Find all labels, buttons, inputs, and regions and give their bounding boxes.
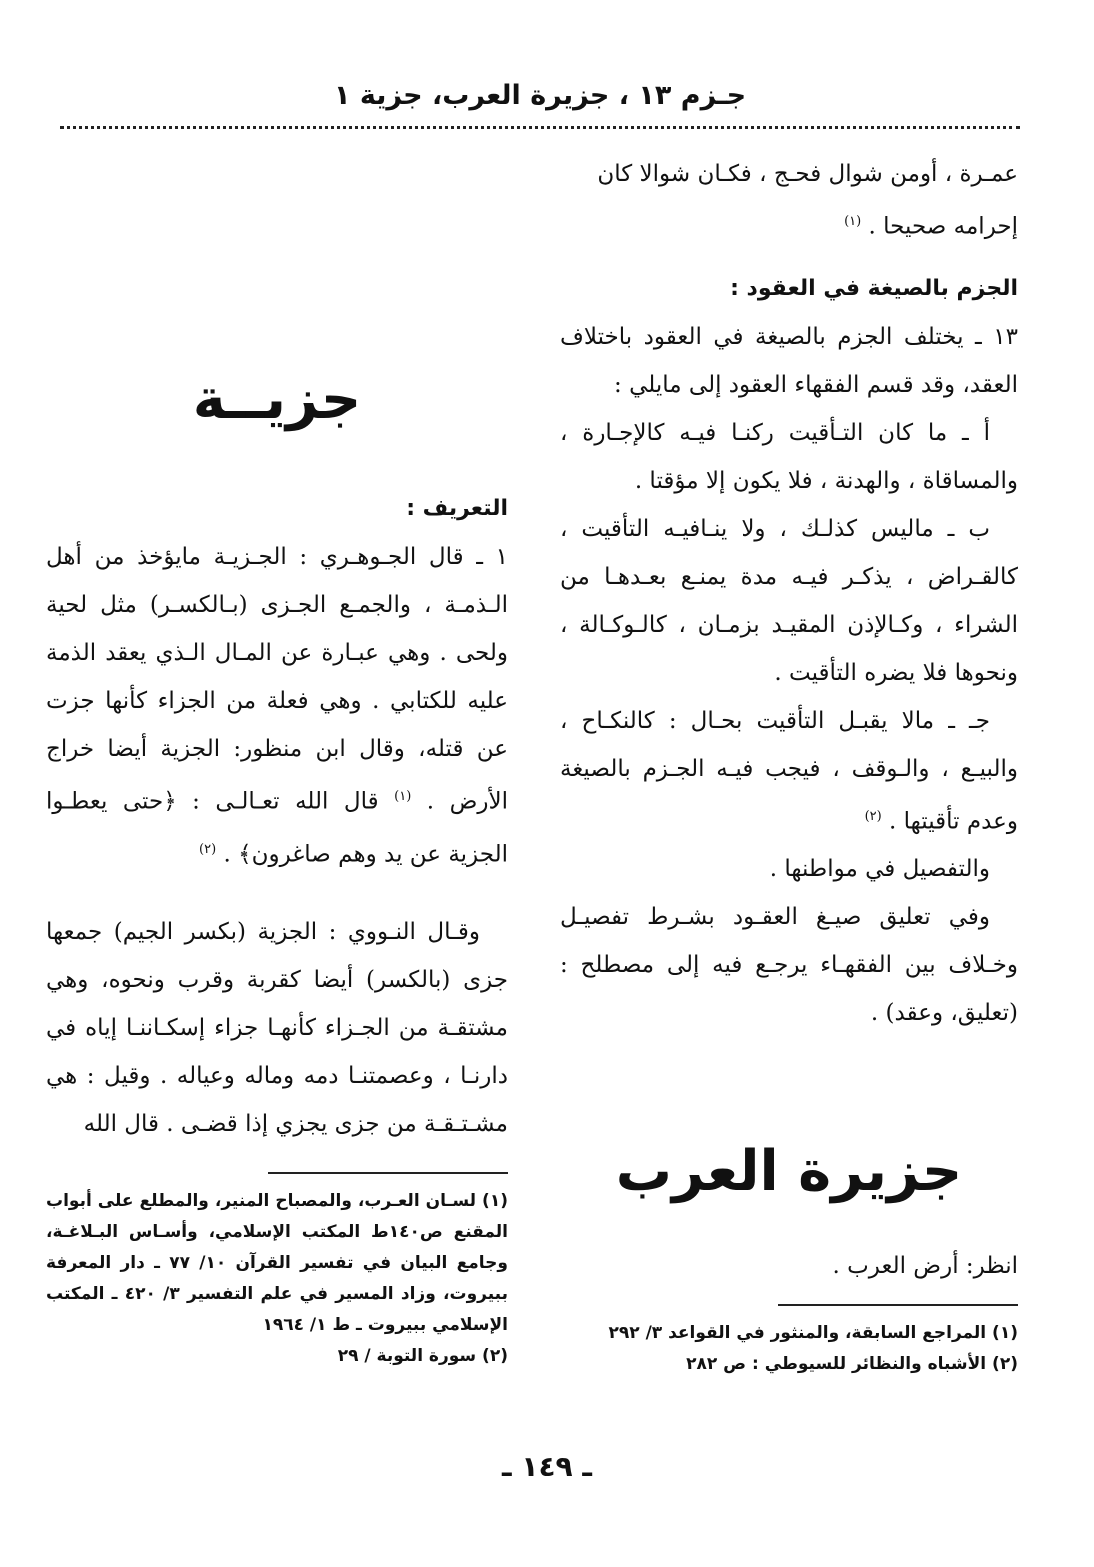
section-heading: الجزم بالصيغة في العقود : <box>730 275 1018 301</box>
detail-text-1: والتفصيل في مواطنها . <box>769 856 990 883</box>
footnotes-right <box>560 1304 1018 1380</box>
footnote-rule <box>778 1304 1018 1306</box>
footnote-marker: (١) <box>844 214 862 229</box>
footnote-rule <box>268 1172 508 1174</box>
footnote-marker: (١) <box>394 789 412 804</box>
left-column <box>46 360 508 1372</box>
continued-text-line-2 <box>560 198 1018 251</box>
continued-text: إحرامه صحيحا . <box>868 213 1018 240</box>
page-header: جـزم ١٣ ، جزيرة العرب، جزية ١ <box>333 80 747 111</box>
footnote-item: (١) لسـان العـرب، والمصباح المنير، والمطلع على أبواب المقنع ص١٤٠ط المكتب الإسلامي، وأسـاس البـلاغـة، وجامع البيان في تفسير القرآن ١٠/ ٧٧ ـ دار المعرفة ببيروت، وزاد المسير في علم التفسير ٣/ ٤٢٠ ـ المكتب الإسلامي ببيروت ـ ط ١/ ١٩٦٤ <box>46 1191 508 1336</box>
continued-text-line-1: عمـرة ، أومن شوال فحـج ، فكـان شوالا كان <box>597 161 1018 187</box>
entry-title-jizya: جزيــة <box>192 367 362 432</box>
detail-text-2: وفي تعليق صيـغ العقـود بشـرط تفصيـل وخـلاف بين الفقهـاء يرجـع فيه إلى مصطلح : (تعليق، وعقد) . <box>560 904 1018 1027</box>
paragraph-2: وقـال النـووي : الجزية (بكسر الجيم) جمعها جزى (بالكسر) أيضا كقربة وقرب ونحوه، وهي مشتقـة من الجـزاء كأنهـا جزاء إسكـاننـا إياه في دارنـا ، وعصمتنـا دمه وماله وعياله . وقيل : هي مشـتـقـة من جزى يجزي إذا قضـى . قال الله <box>46 919 508 1138</box>
footnote-marker: (٢) <box>864 808 882 824</box>
page-number: ـ ١٤٩ ـ <box>502 1450 592 1483</box>
right-column <box>560 150 1018 1380</box>
footnote-item: (٢) سورة التوبة / ٢٩ <box>337 1346 508 1367</box>
paragraph-1-text: ١ ـ قال الجـوهـري : الجـزيـة مايؤخذ من أهل الـذمـة ، والجمـع الجـزى (بـالكسـر) مثل لحية ولحى . وهي عبـارة عن المـال الـذي يعقد الذمة عليه للكتابي . وهي فعلة من الجزاء كأنها جزت عن قتله، وقال ابن منظور: الجزية أيضا خراج الأرض . <box>46 544 509 815</box>
paragraph-1 <box>46 533 508 878</box>
footnote-item: (١) المراجع السابقة، والمنثور في القواعد ٣/ ٢٩٢ <box>608 1323 1018 1344</box>
item-c-text: جـ ـ مالا يقبـل التأقيت بحـال : كالنكـاح ، والبيـع ، والـوقف ، فيجب فيـه الجـزم بالصيغة وعدم تأقيتها . <box>560 707 1018 835</box>
item-c <box>560 697 1018 846</box>
footnote-item: (٢) الأشباه والنظائر للسيوطي : ص ٢٨٢ <box>686 1354 1018 1375</box>
footnotes-left <box>46 1172 508 1372</box>
footnote-marker: (٢) <box>199 841 217 857</box>
quran-quote: قال الله تعـالـى : ﴿حتى يعطـوا الجزية عن يد وهم صاغرون﴾ . <box>46 788 508 868</box>
item-b: ب ـ ماليس كذلـك ، ولا ينـافيـه التأقيت ، كالقـراض ، يذكـر فيـه مدة يمنـع بعـدهـا من الشراء ، وكـالإذن المقيـد بزمـان ، كالـوكـالة ، ونحوها فلا يضره التأقيت . <box>560 515 1018 686</box>
item-a: أ ـ ما كان التـأقيت ركنـا فيـه كالإجـارة ، والمساقاة ، والهدنة ، فلا يكون إلا مؤقتا . <box>560 419 1018 494</box>
header-dotted-rule <box>60 126 1020 129</box>
cross-reference: انظر: أرض العرب . <box>832 1253 1018 1280</box>
paragraph-13: ١٣ ـ يختلف الجزم بالصيغة في العقود باختلاف العقد، وقد قسم الفقهاء العقود إلى مايلي : <box>560 323 1018 398</box>
entry-title-arabian-peninsula: جزيرة العرب <box>615 1139 963 1205</box>
definition-heading: التعريف : <box>406 496 508 521</box>
